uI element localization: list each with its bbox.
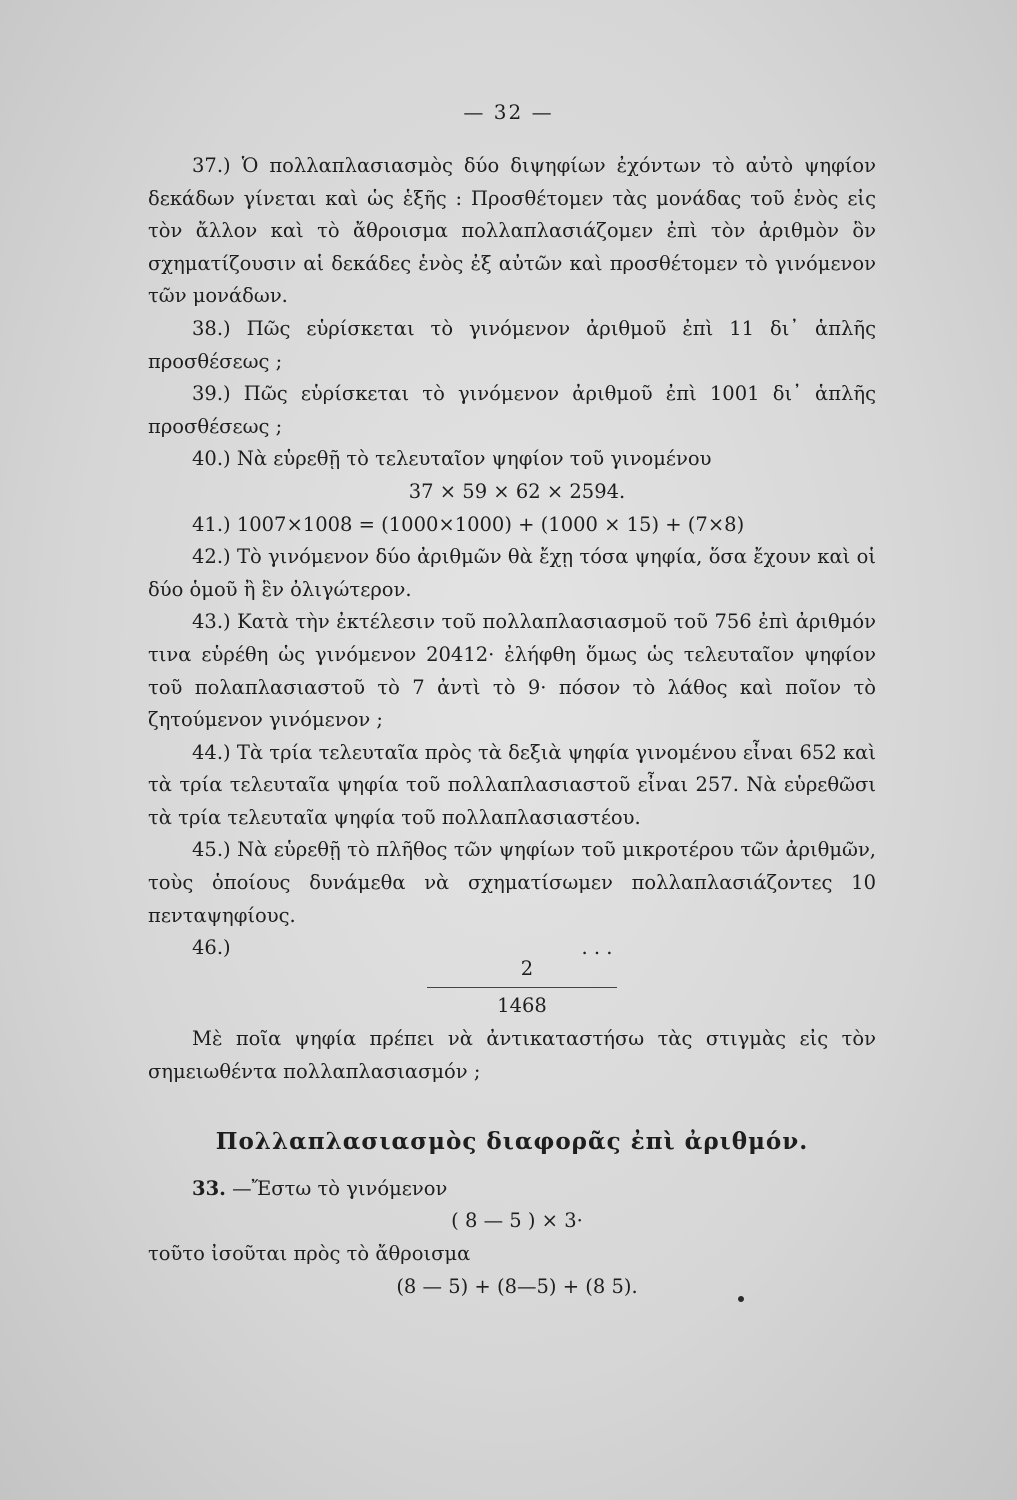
section-intro-text: —Ἔστω τὸ γινόμενον xyxy=(232,1176,448,1200)
section-formula-1: ( 8 — 5 ) × 3· xyxy=(451,1209,583,1233)
exercise-40-formula: 37 × 59 × 62 × 2594. xyxy=(408,479,626,503)
page-number: — 32 — xyxy=(463,100,554,124)
exercise-41: 41.) 1007×1008 = (1000×1000) + (1000 × 15) + (7×8) xyxy=(192,512,745,536)
exercise-46-text: Μὲ ποῖα ψηφία πρέπει νὰ ἀντικαταστήσω τὰς στιγμὰς εἰς τὸν σημειωθέντα πολλαπλασιασμόν ; xyxy=(148,1027,876,1083)
section-formula-2: (8 — 5) + (8—5) + (8 5). xyxy=(396,1274,638,1298)
exercise-46-rule xyxy=(427,987,617,988)
exercise-43: 43.) Κατὰ τὴν ἐκτέλεσιν τοῦ πολλαπλασιασμοῦ τοῦ 756 ἐπὶ ἀριθμόν τινα εὑρέθη ὡς γινόμενον 20412· ἐλήφθη ὅμως ὡς τελευταῖον ψηφίον τοῦ πολαπλασιαστοῦ τὸ 7 ἀντὶ τὸ 9· πόσον τὸ λάθος καὶ ποῖον τὸ ζητούμενον γινόμενον ; xyxy=(148,610,876,732)
section-text: τοῦτο ἰσοῦται πρὸς τὸ ἄθροισμα xyxy=(148,1242,471,1265)
exercise-45: 45.) Νὰ εὑρεθῇ τὸ πλῆθος τῶν ψηφίων τοῦ μικροτέρου τῶν ἀριθμῶν, τοὺς ὁποίους δυνάμεθα νὰ σχηματίσωμεν πολλαπλασιάζοντες 10 πενταψηφίους. xyxy=(148,838,876,927)
exercise-46-multiplication xyxy=(407,932,617,965)
exercise-40: 40.) Νὰ εὑρεθῇ τὸ τελευταῖον ψηφίον τοῦ γινομένου xyxy=(192,447,712,471)
exercise-46-mid-row: 2 xyxy=(520,956,534,980)
exercise-46 xyxy=(148,932,876,1088)
exercise-46-label: 46.) xyxy=(192,936,231,960)
exercise-37: 37.) Ὁ πολλαπλασιασμὸς δύο διψηφίων ἐχόντων τὸ αὐτὸ ψηφίον δεκάδων γίνεται καὶ ὡς ἑξῆς : Προσθέτομεν τὰς μονάδας τοῦ ἑνὸς εἰς τὸν ἄλλον καὶ τὸ ἄθροισμα πολλαπλασιάζομεν ἐπὶ τὸν ἀριθμὸν ὃν σχηματίζουσιν αἱ δεκάδες ἑνὸς ἐξ αὐτῶν καὶ προσθέτομεν τὸ γινόμενον τῶν μονάδων. xyxy=(148,154,876,308)
exercise-46-top-row: . . . xyxy=(581,936,613,960)
section-33-intro xyxy=(148,1173,876,1206)
exercise-38: 38.) Πῶς εὑρίσκεται τὸ γινόμενον ἀριθμοῦ ἐπὶ 11 δι᾽ ἁπλῆς προσθέσεως ; xyxy=(148,316,876,373)
exercise-39: 39.) Πῶς εὑρίσκεται τὸ γινόμενον ἀριθμοῦ ἐπὶ 1001 δι᾽ ἁπλῆς προσθέσεως ; xyxy=(148,382,876,438)
exercise-44: 44.) Τὰ τρία τελευταῖα πρὸς τὰ δεξιὰ ψηφία γινομένου εἶναι 652 καὶ τὰ τρία τελευταῖα ψηφία τοῦ πολλαπλασιαστοῦ εἶναι 257. Νὰ εὑρεθῶσι τὰ τρία τελευταῖα ψηφία τοῦ πολλαπλασιαστέου. xyxy=(148,740,876,829)
exercise-46-bottom-row: 1468 xyxy=(497,994,547,1018)
section-heading: Πολλαπλασιασμὸς διαφορᾶς ἐπὶ ἀριθμόν. xyxy=(215,1128,809,1156)
page-content xyxy=(148,150,876,1303)
section-number: 33. xyxy=(192,1176,226,1200)
ink-dot xyxy=(738,1296,744,1302)
exercise-42: 42.) Τὸ γινόμενον δύο ἀριθμῶν θὰ ἔχῃ τόσα ψηφία, ὅσα ἔχουν καὶ οἱ δύο ὁμοῦ ἢ ἓν ὀλιγώτερον. xyxy=(148,545,876,601)
